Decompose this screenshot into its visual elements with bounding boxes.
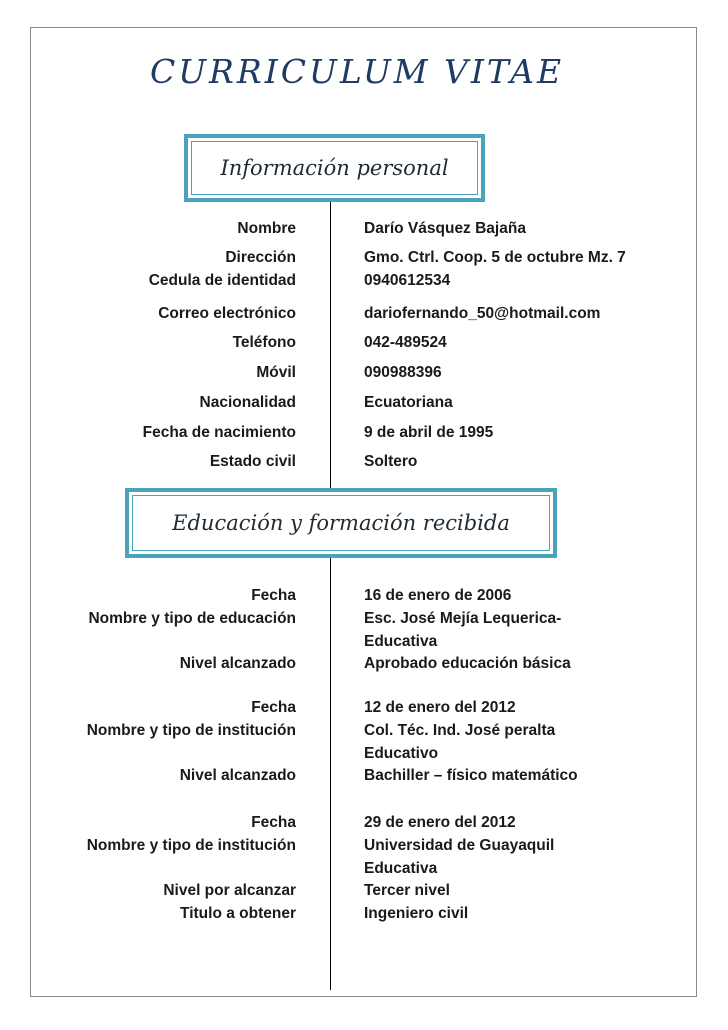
edu1-label-nivel: Nivel alcanzado: [179, 655, 296, 672]
label-nombre: Nombre: [237, 220, 296, 237]
column-divider: [330, 200, 331, 990]
value-movil: 090988396: [364, 364, 442, 381]
edu3-value-titulo: Ingeniero civil: [364, 905, 469, 922]
document-title: CURRICULUM VITAE: [150, 52, 565, 91]
edu2-value-tipo: Educativo: [364, 745, 439, 762]
label-estado-civil: Estado civil: [209, 453, 296, 470]
label-telefono: Teléfono: [232, 334, 296, 351]
label-fecha-nacimiento: Fecha de nacimiento: [142, 424, 296, 441]
edu3-label-fecha: Fecha: [251, 814, 296, 831]
edu2-label-nombre-tipo: Nombre y tipo de institución: [86, 722, 296, 739]
edu3-label-titulo: Titulo a obtener: [180, 905, 296, 922]
value-cedula: 0940612534: [364, 272, 451, 289]
label-direccion: Dirección: [225, 249, 296, 266]
edu3-value-fecha: 29 de enero del 2012: [364, 814, 516, 831]
edu3-label-nombre-tipo: Nombre y tipo de institución: [86, 837, 296, 854]
edu1-label-nombre-tipo: Nombre y tipo de educación: [88, 610, 296, 627]
value-nombre: Darío Vásquez Bajaña: [364, 220, 526, 237]
edu2-label-nivel: Nivel alcanzado: [179, 767, 296, 784]
label-correo: Correo electrónico: [158, 305, 296, 322]
edu1-value-nombre-tipo: Esc. José Mejía Lequerica-: [364, 610, 562, 627]
value-nacionalidad: Ecuatoriana: [364, 394, 453, 411]
edu1-label-fecha: Fecha: [251, 587, 296, 604]
edu2-value-fecha: 12 de enero del 2012: [364, 699, 516, 716]
edu2-value-nivel: Bachiller – físico matemático: [364, 767, 578, 784]
education-heading: Educación y formación recibida: [172, 511, 510, 535]
edu3-value-nivel: Tercer nivel: [364, 882, 450, 899]
value-estado-civil: Soltero: [364, 453, 418, 470]
edu1-value-fecha: 16 de enero de 2006: [364, 587, 512, 604]
value-correo: dariofernando_50@hotmail.com: [364, 305, 601, 322]
edu1-value-nivel: Aprobado educación básica: [364, 655, 571, 672]
edu1-value-tipo: Educativa: [364, 633, 438, 650]
value-direccion: Gmo. Ctrl. Coop. 5 de octubre Mz. 7: [364, 249, 626, 266]
personal-info-heading-box: [184, 134, 485, 202]
personal-info-heading: Información personal: [220, 156, 449, 180]
edu2-label-fecha: Fecha: [251, 699, 296, 716]
edu2-value-nombre-tipo: Col. Téc. Ind. José peralta: [364, 722, 556, 739]
edu3-value-tipo: Educativa: [364, 860, 438, 877]
label-cedula: Cedula de identidad: [148, 272, 296, 289]
value-fecha-nacimiento: 9 de abril de 1995: [364, 424, 494, 441]
value-telefono: 042-489524: [364, 334, 447, 351]
edu3-value-nombre-tipo: Universidad de Guayaquil: [364, 837, 555, 854]
education-heading-box: [125, 488, 557, 558]
label-movil: Móvil: [256, 364, 296, 381]
label-nacionalidad: Nacionalidad: [199, 394, 296, 411]
edu3-label-nivel: Nivel por alcanzar: [163, 882, 296, 899]
